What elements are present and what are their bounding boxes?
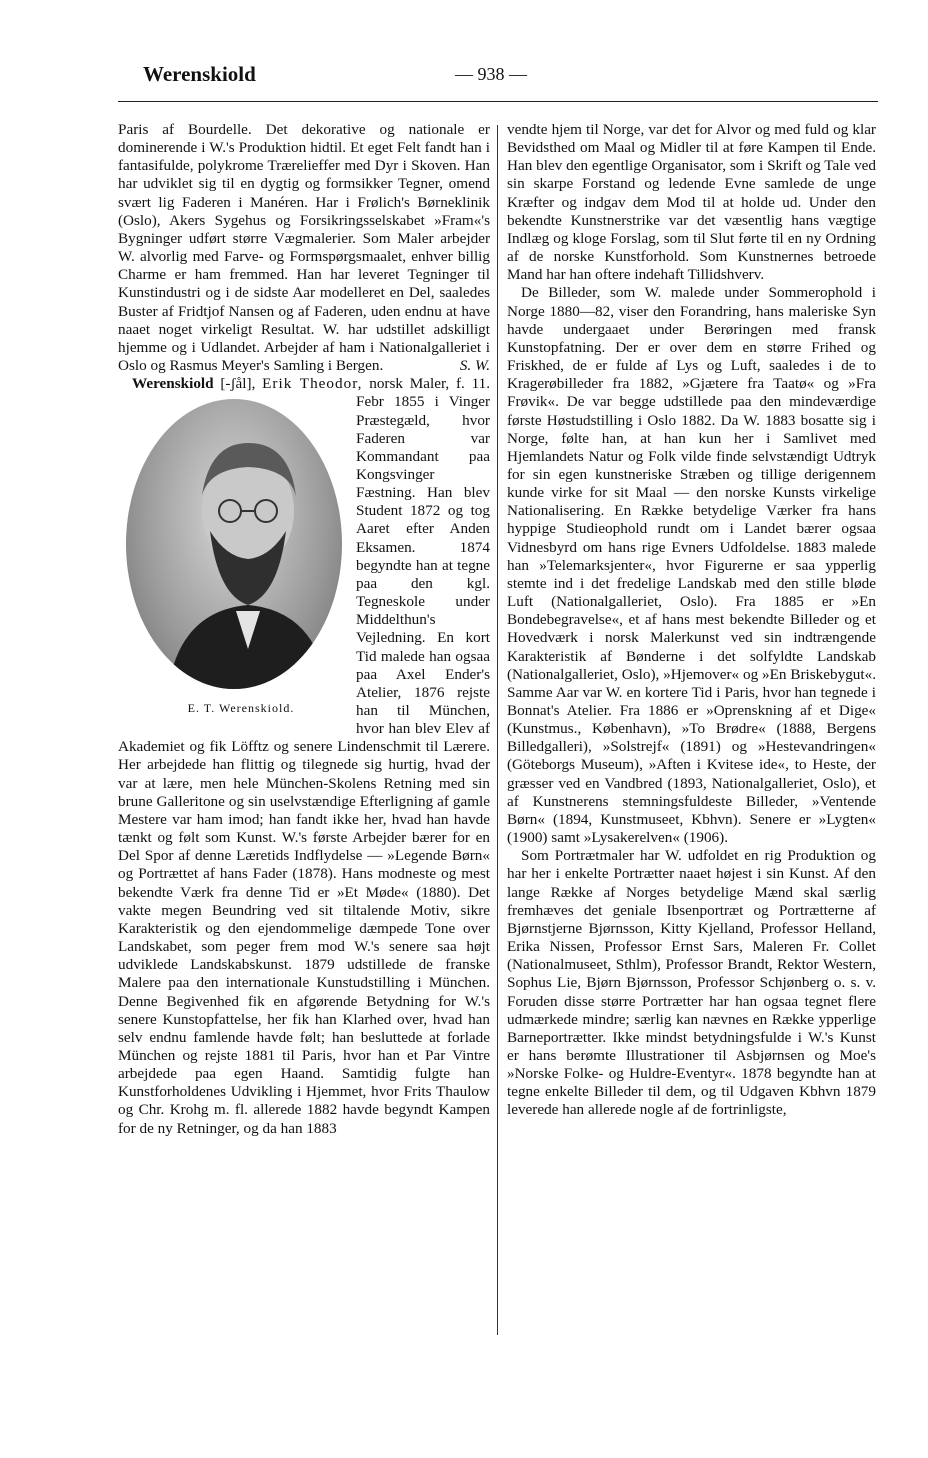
- intro-text: Paris af Bourdelle. Det dekorative og nationale er dominerende i W.'s Produktion hidtil. Et eget Felt fandt han i fantasifulde, polykrome Trærelieffer med Dyr i Skoven. Han har udviklet sig til en dygtig og formsikker Tegner, omend svært lig Faderen i Manéren. Har i Frølich's Børneklinik (Oslo), Akers Sygehus og Forsikringsselskabet »Fram«'s Bygninger udført større Vægmalerier. Som Maler arbejder W. alvorlig med Farve- og Formspørgsmaalet, enhver billig Charme er ham fremmed. Han har leveret Tegninger til Kunstindustri og i de sidste Aar modelleret en Del, saaledes Buster af Fridtjof Nansen og af Faderen, uden endnu at have naaet noget virkeligt Resultat. W. har udstillet adskilligt hjemme og i Udlandet. Arbejder af ham i Nationalgalleriet i Oslo og Rasmus Meyer's Samling i Bergen.: [118, 121, 490, 375]
- portrait-caption: E. T. Werenskiold.: [187, 701, 295, 716]
- right-paragraph-2: De Billeder, som W. malede under Sommerophold i Norge 1880—82, viser den Forandring, hans maleriske Syn havde undergaaet under Berøringen med fransk Kunstopfatning. Der er over dem en større Frihed og Friskhed, de er fulde af Lys og Luft, saaledes i de to Kragerøbilleder fra 1882, »Gjætere fra Taatø« og »Fra Frøvik«. De var begge udstillede paa den mindeværdige første Høstudstilling i Oslo 1882. Da W. 1883 bosatte sig i Norge, følte han, at han kun her i Samlivet med Hjemlandets Natur og Folk vilde finde selvstændigt Udtryk for sin egen kunstneriske Stræben og tillige derigennem kunde virke for sit Maal — den norske Kunsts virkelige Nationalisering. En Række betydelige Værker fra hans hyppige Studieophold rundt om i Landet bærer ogsaa Vidnesbyrd om hans rige Evners Udfoldelse. 1883 malede han »Telemarksjenter«, hvor Figurerne er saa ypperlig stemte ind i det fredelige Landskab med den stille bløde Luft (Nationalgalleriet, Oslo). Fra 1885 er »En Bondebegravelse«, et af hans mest bekendte Billeder og et Hovedværk i norsk Malerkunst ved sin indtrængende Karakteristik af Bønderne i det solfyldte Landskab (Nationalgalleriet, Oslo), »Hjemover« og »En Briskebygut«. Samme Aar var W. en kortere Tid i Paris, hvor han tegnede i Bonnat's Atelier. Fra 1886 er »Oprenskning af et Dige« (Kunstmus., København), »To Brødre« (1888, Bergens Billedgalleri), »Solstrejf« (1891) og »Hestevandringen« (Göteborgs Museum), »Aften i Kvitese ide«, to Heste, der græsser ved en Vandbred (1893, Nationalgalleriet, Oslo), et af Kunstnerens stemningsfuldeste Billeder, »Ventende Børn« (1894, Kunstmuseet, Kbhvn). Senere er »Lygten« (1900) samt »Lysakerelven« (1906).: [507, 284, 876, 847]
- header-rule: [118, 101, 878, 102]
- portrait-figure: [118, 395, 350, 725]
- portrait-illustration: [140, 399, 342, 689]
- author-signature: S. W.: [459, 357, 490, 375]
- entry-body: norsk Maler, f. 11. Febr 1855 i Vinger Præstegæld, hvor Faderen var Kommandant paa Kongsvinger Fæstning. Han blev Student 1872 og tog Aaret efter Anden Eksamen. 1874 begyndte han at tegne paa den kgl. Tegneskole under Middelthun's Vejledning. En kort Tid malede han ogsaa paa Axel Ender's Atelier, 1876 rejste han til München, hvor han blev Elev af Akademiet og fik Löfftz og senere Lindenschmit til Lærere. Her arbejdede han flittig og tilegnede sig hurtig, hvad der var at lære, men hele München-Skolens Retning med sin brune Galleritone og sin uselvstændige Efterligning af gamle Mestere var ham imod; han fandt ikke her, hvad han havde tænkt og følt som Kunst. W.'s første Arbejder bærer for en Del Spor af denne Læretids Indflydelse — »Legende Børn« og Portrættet af hans Fader (1878). Hans modneste og mest bekendte Værk fra denne Tid er »Et Møde« (1880). Det vakte megen Beundring ved sit tiltalende Motiv, sikre Karakteristik og den ejendommelige dæmpede Tone over Landskabet, som peger frem mod W.'s senere saa højt udviklede Landskabskunst. 1879 udstillede de franske Malere paa den internationale Kunstudstilling i München. Denne Begivenhed fik en afgørende Betydning for W.'s senere Kunstopfattelse, her fik han Klarhed over, hvad han selv endnu famlende havde følt; han besluttede at forlade München og rejste 1881 til Paris, hvor han et Par Vintre arbejdede paa egen Haand. Samtidig fulgte han Kunstforholdenes Udvikling i Hjemmet, hvor Frits Thaulow og Chr. Krohg m. fl. allerede 1882 havde begyndt Kampen for de ny Retninger, og da han 1883: [118, 375, 491, 1137]
- entry-name: Erik Theodor,: [262, 375, 363, 393]
- left-column: [118, 121, 490, 1138]
- running-header-title: Werenskiold: [143, 62, 256, 86]
- right-column: [507, 121, 876, 1120]
- page-number: — 938 —: [455, 64, 527, 84]
- entry-paragraph: [118, 375, 490, 1138]
- right-paragraph-1: vendte hjem til Norge, var det for Alvor og med fuld og klar Bevidsthed om Maal og Midler til at føre Kampen til Ende. Han blev den egentlige Organisator, som i Skrift og Tale ved sin skarpe Forstand og ledende Evne samlede de unge Kræfter og indgav dem Mod til at holde ud. Under den bekendte Kunstnerstrike var det væsentlig hans vægtige Indlæg og kloge Forslag, som til Slut førte til en ny Ordning af de norske Kunstforhold. Som Kunstnernes betroede Mand har han oftere indehaft Tillidshverv.: [507, 121, 876, 284]
- portrait-photo: [126, 399, 342, 689]
- entry-headword: Werenskiold: [132, 375, 214, 393]
- entry-pronunciation: [-ʃål],: [220, 375, 256, 393]
- column-divider: [497, 125, 498, 1335]
- intro-paragraph: [118, 121, 490, 375]
- right-paragraph-3: Som Portrætmaler har W. udfoldet en rig Produktion og har her i enkelte Portrætter naaet højest i sin Kunst. Af den lange Række af Norges betydelige Mænd skal særlig fremhæves det geniale Ibsenportræt og Portrætterne af Bjørnstjerne Bjørnsson, Kitty Kjelland, Professor Helland, Erika Nissen, Professor Ernst Sars, Maleren Fr. Collet (Nationalmuseet, Sthlm), Professor Brandt, Rektor Western, Sophus Lie, Bjørn Bjørnsson, Professor Schjønberg o. s. v. Foruden disse større Portrætter har han ogsaa tegnet flere udmærkede mindre; særlig kan nævnes en Række ypperlige Barneportrætter. Ikke mindst betydningsfulde i W.'s Kunst er hans berømte Illustrationer til Asbjørnsen og Moe's »Norske Folke- og Huldre-Eventyr«. 1878 begyndte han at tegne enkelte Billeder til dem, og til Udgaven Kbhvn 1879 leverede han allerede nogle af de fortrinligste,: [507, 847, 876, 1119]
